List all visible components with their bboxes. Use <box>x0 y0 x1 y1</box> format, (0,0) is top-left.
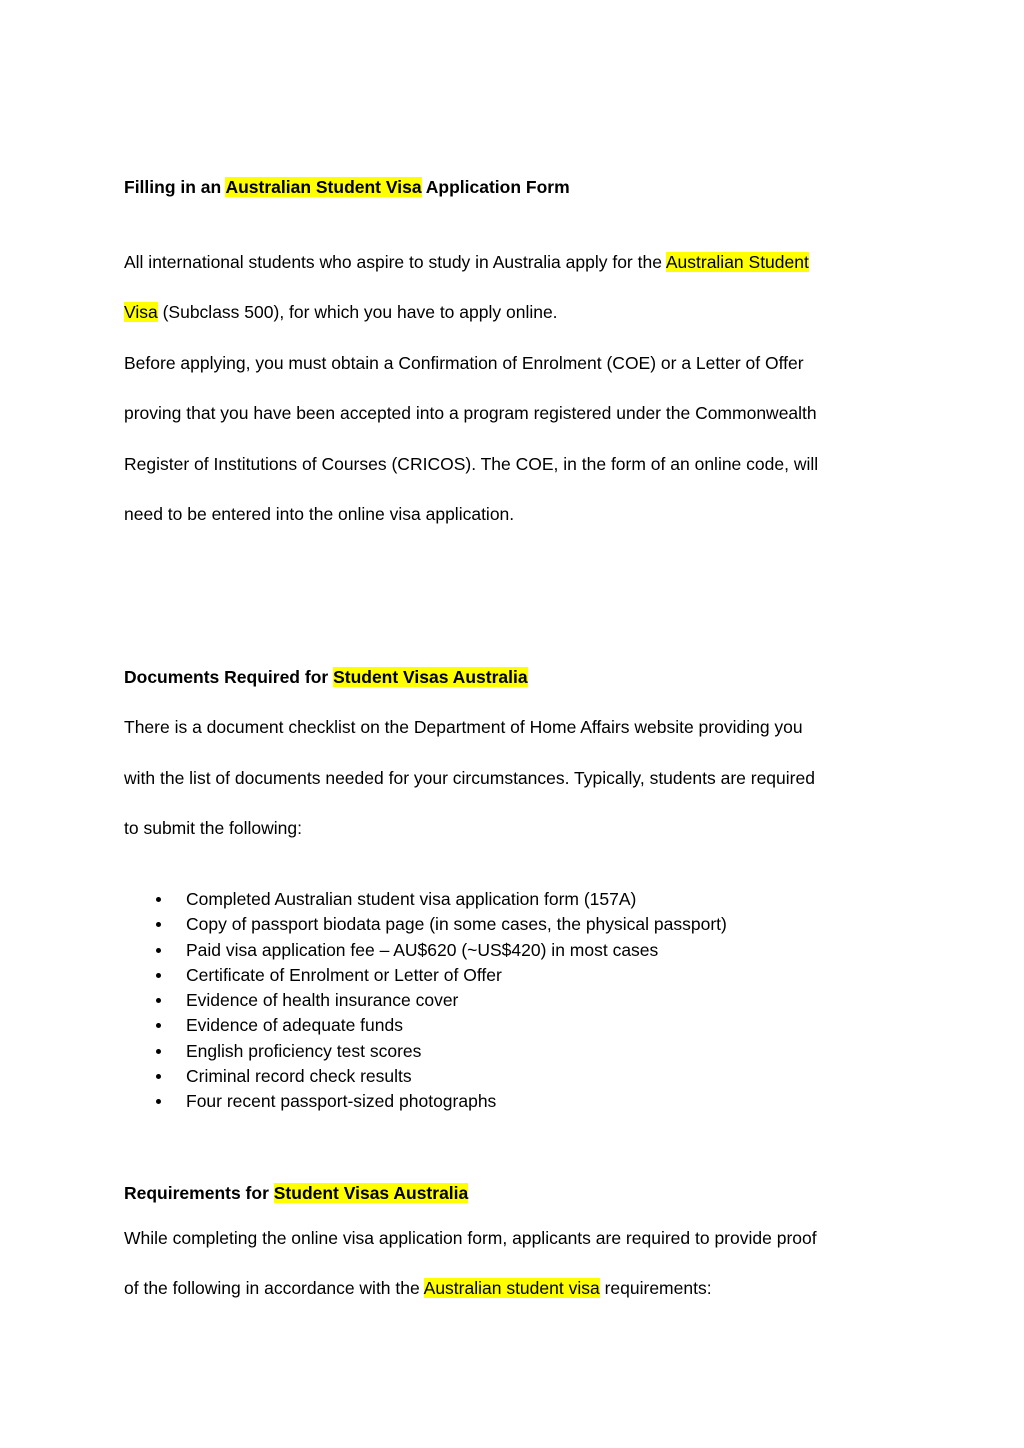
list-item <box>124 1065 727 1090</box>
bullet-icon <box>156 1074 161 1079</box>
bullet-icon <box>156 922 161 927</box>
list-item-text: Criminal record check results <box>186 1066 412 1087</box>
list-item-text: Four recent passport-sized photographs <box>186 1091 497 1112</box>
bullet-icon <box>156 1023 161 1028</box>
paragraph-line: with the list of documents needed for your circumstances. Typically, students are required <box>124 768 815 788</box>
documents-bullet-list <box>124 888 727 1116</box>
list-item <box>124 913 727 938</box>
section-heading-requirements <box>124 1182 468 1204</box>
text-run: requirements: <box>599 1278 712 1298</box>
list-item <box>124 1040 727 1065</box>
paragraph-line: While completing the online visa application form, applicants are required to provide proof <box>124 1228 817 1248</box>
highlighted-term: Student Visas Australia <box>273 1183 469 1203</box>
bullet-icon <box>156 998 161 1003</box>
highlighted-term: Australian student visa <box>423 1278 600 1298</box>
section-heading-documents-required <box>124 666 528 688</box>
paragraph-line: need to be entered into the online visa application. <box>124 504 515 524</box>
list-item-text: Completed Australian student visa application form (157A) <box>186 889 637 909</box>
heading-text: Filling in an <box>124 177 226 197</box>
bullet-icon <box>156 973 161 978</box>
list-item-text: Copy of passport biodata page (in some cases, the physical passport) <box>186 914 727 935</box>
highlighted-term: Visa <box>124 302 158 322</box>
text-run: All international students who aspire to study in Australia apply for the <box>124 252 666 272</box>
list-item <box>124 939 727 964</box>
list-item-text: Evidence of adequate funds <box>186 1015 403 1036</box>
paragraph-line: proving that you have been accepted into a program registered under the Commonwealth <box>124 403 817 423</box>
section-heading-application-form <box>124 176 570 198</box>
heading-text: Documents Required for <box>124 667 334 687</box>
list-item-text: Certificate of Enrolment or Letter of Offer <box>186 964 502 985</box>
paragraph-line: Register of Institutions of Courses (CRICOS). The COE, in the form of an online code, will <box>124 454 819 474</box>
text-run: (Subclass 500), for which you have to apply online. <box>157 302 558 322</box>
list-item <box>124 888 727 913</box>
paragraph-line <box>124 301 558 323</box>
list-item <box>124 1090 727 1115</box>
bullet-icon <box>156 897 161 902</box>
highlighted-term: Australian Student <box>665 252 809 272</box>
heading-text: Requirements for <box>124 1183 274 1203</box>
paragraph-line <box>124 1277 712 1299</box>
paragraph-line: There is a document checklist on the Department of Home Affairs website providing you <box>124 717 803 737</box>
bullet-icon <box>156 948 161 953</box>
text-run: of the following in accordance with the <box>124 1278 424 1298</box>
list-item-text: Evidence of health insurance cover <box>186 990 459 1011</box>
paragraph-line: to submit the following: <box>124 818 303 838</box>
list-item-text: Paid visa application fee – AU$620 (~US$420) in most cases <box>186 939 659 960</box>
heading-text: Application Form <box>421 177 570 197</box>
list-item <box>124 964 727 989</box>
paragraph-line: Before applying, you must obtain a Confirmation of Enrolment (COE) or a Letter of Offer <box>124 353 804 373</box>
list-item <box>124 989 727 1014</box>
highlighted-term: Student Visas Australia <box>333 667 528 687</box>
bullet-icon <box>156 1099 161 1104</box>
list-item-text: English proficiency test scores <box>186 1040 422 1061</box>
bullet-icon <box>156 1049 161 1054</box>
highlighted-term: Australian Student Visa <box>225 177 422 197</box>
list-item <box>124 1014 727 1039</box>
paragraph-line <box>124 251 809 273</box>
